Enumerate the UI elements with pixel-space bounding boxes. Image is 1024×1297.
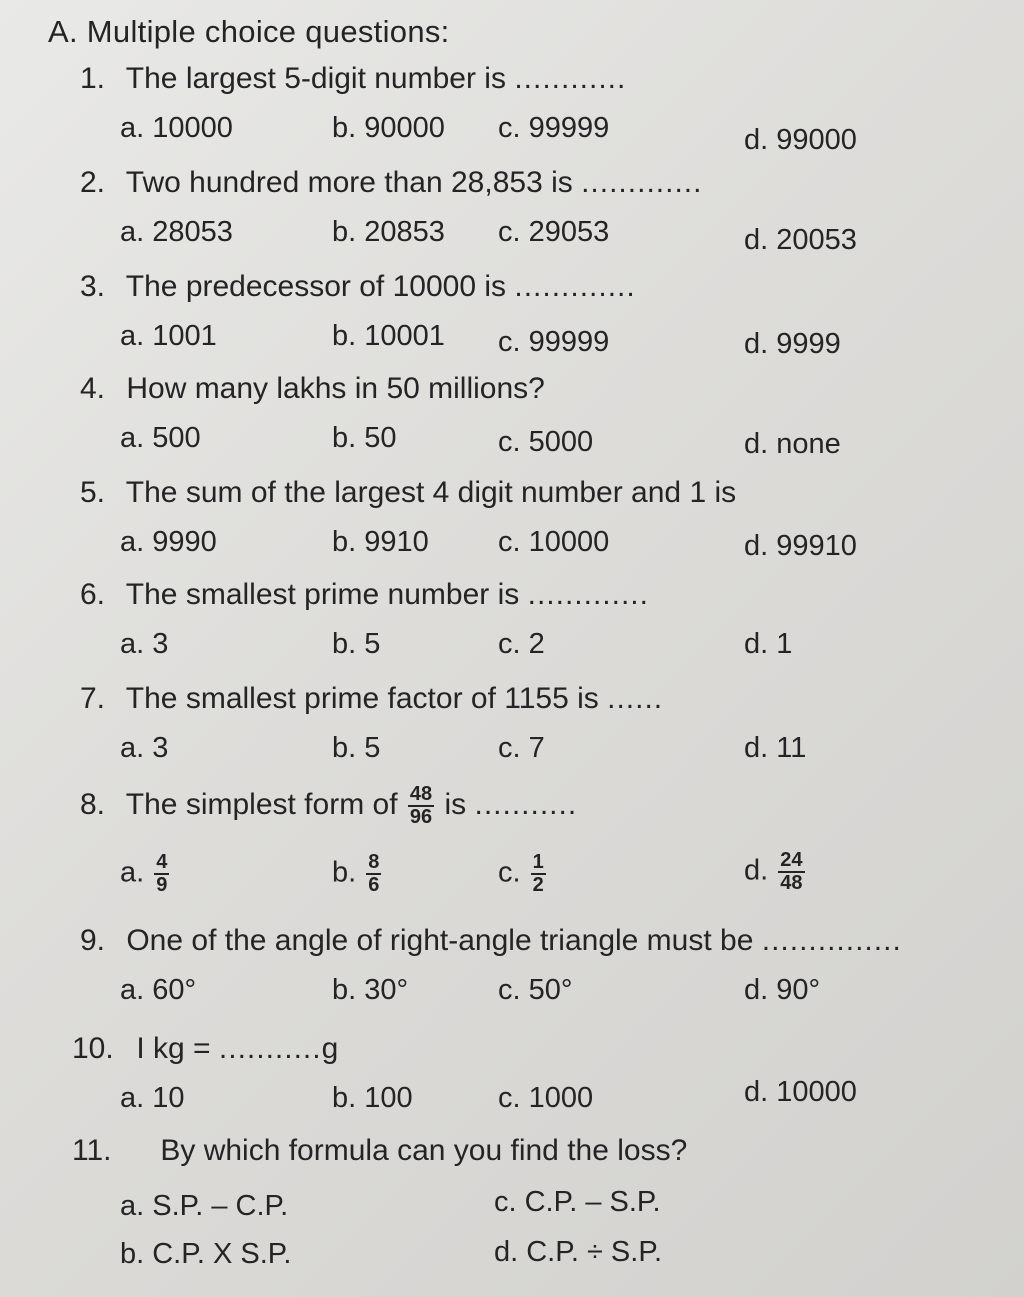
fraction: [408, 784, 434, 828]
question-number: 4.: [80, 372, 106, 405]
question-number: 7.: [80, 682, 106, 715]
option-c[interactable]: c. 10000: [498, 526, 610, 558]
option-c[interactable]: c. 29053: [498, 216, 610, 248]
fraction-denominator: 2: [532, 874, 544, 896]
question-text-suffix: is: [444, 787, 467, 821]
answer-blank: ...........: [474, 787, 578, 821]
option-label: d.: [744, 854, 769, 887]
answer-blank: .............: [527, 578, 649, 611]
question-number: 8.: [80, 787, 106, 821]
option-b[interactable]: b. 5: [332, 732, 381, 764]
option-d[interactable]: d. 9999: [744, 328, 841, 360]
fraction-numerator: 1: [532, 851, 544, 873]
option-b[interactable]: b. 10001: [332, 320, 445, 352]
question-9: [80, 924, 1000, 1006]
question-3: [80, 270, 1000, 360]
option-b[interactable]: b. 90000: [332, 112, 445, 144]
fraction-numerator: 48: [409, 783, 433, 805]
option-a[interactable]: a. 3: [120, 732, 169, 764]
unit-label: g: [321, 1032, 339, 1065]
question-8: [80, 784, 1000, 914]
answer-blank: ............: [514, 62, 627, 95]
option-c[interactable]: c. 7: [498, 732, 545, 764]
option-c[interactable]: [498, 852, 548, 896]
option-b[interactable]: b. 9910: [332, 526, 429, 558]
question-text: The smallest prime factor of 1155 is: [125, 682, 599, 715]
question-7: [80, 682, 1000, 764]
option-label: c.: [498, 856, 521, 889]
option-b[interactable]: b. 100: [332, 1082, 413, 1114]
option-d[interactable]: d. 99910: [744, 530, 857, 562]
question-text: By which formula can you find the loss?: [160, 1134, 688, 1167]
question-text: I kg =: [136, 1032, 211, 1065]
question-number: 1.: [80, 62, 106, 95]
option-c[interactable]: c. 5000: [498, 426, 594, 458]
option-d[interactable]: d. 10000: [744, 1076, 857, 1108]
question-number: 10.: [72, 1032, 114, 1065]
option-a[interactable]: a. 28053: [120, 216, 233, 248]
option-b[interactable]: b. 5: [332, 628, 381, 660]
option-d[interactable]: d. none: [744, 428, 841, 460]
question-1: [80, 62, 1000, 156]
option-d[interactable]: d. 20053: [744, 224, 857, 256]
answer-blank: .............: [581, 166, 703, 199]
option-d[interactable]: d. 90°: [744, 974, 821, 1006]
fraction-denominator: 9: [156, 874, 168, 896]
question-text: The simplest form of: [125, 787, 398, 821]
question-number: 3.: [80, 270, 106, 303]
option-b[interactable]: [332, 852, 383, 896]
question-11: [72, 1134, 1000, 1284]
option-a[interactable]: a. 1001: [120, 320, 217, 352]
question-number: 5.: [80, 476, 106, 509]
option-label: b.: [332, 856, 357, 889]
option-b[interactable]: b. 20853: [332, 216, 445, 248]
option-d[interactable]: [744, 850, 807, 894]
option-d[interactable]: d. 1: [744, 628, 793, 660]
question-text: Two hundred more than 28,853 is: [125, 166, 573, 199]
question-4: [80, 372, 1000, 460]
fraction-denominator: 48: [780, 872, 803, 894]
option-c[interactable]: c. 50°: [498, 974, 573, 1006]
question-5: [80, 476, 1000, 562]
option-c[interactable]: c. C.P. – S.P.: [494, 1186, 661, 1218]
option-a[interactable]: a. 10000: [120, 112, 233, 144]
fraction-denominator: 96: [409, 806, 433, 828]
fraction: [531, 852, 546, 896]
option-a[interactable]: a. 60°: [120, 974, 197, 1006]
option-c[interactable]: c. 1000: [498, 1082, 594, 1114]
option-c[interactable]: c. 99999: [498, 326, 610, 358]
option-c[interactable]: c. 99999: [498, 112, 610, 144]
option-c[interactable]: c. 2: [498, 628, 545, 660]
option-d[interactable]: d. C.P. ÷ S.P.: [494, 1236, 662, 1268]
fraction: [778, 850, 804, 894]
question-text: The predecessor of 10000 is: [125, 270, 507, 303]
option-d[interactable]: d. 99000: [744, 124, 857, 156]
option-a[interactable]: a. 9990: [120, 526, 217, 558]
fraction-numerator: 24: [780, 849, 803, 871]
question-text: How many lakhs in 50 millions?: [126, 372, 545, 405]
section-heading: A. Multiple choice questions:: [48, 14, 450, 49]
option-label: a.: [120, 856, 145, 889]
option-d[interactable]: d. 11: [744, 732, 807, 764]
fraction: [154, 852, 169, 896]
question-text: The smallest prime number is: [125, 578, 520, 611]
answer-blank: ......: [607, 682, 664, 715]
option-b[interactable]: b. 30°: [332, 974, 409, 1006]
question-number: 9.: [80, 924, 106, 957]
question-number: 2.: [80, 166, 106, 199]
question-2: [80, 166, 1000, 256]
fraction-denominator: 6: [368, 874, 380, 896]
question-number: 6.: [80, 578, 106, 611]
option-a[interactable]: a. 500: [120, 422, 201, 454]
option-a[interactable]: a. 10: [120, 1082, 185, 1114]
answer-blank: ...............: [761, 924, 902, 957]
fraction: [366, 852, 381, 896]
option-b[interactable]: b. C.P. X S.P.: [120, 1238, 292, 1270]
question-6: [80, 578, 1000, 660]
option-b[interactable]: b. 50: [332, 422, 397, 454]
question-text: One of the angle of right-angle triangle must be: [126, 924, 754, 957]
question-number: 11.: [72, 1134, 112, 1167]
option-a[interactable]: a. S.P. – C.P.: [120, 1190, 289, 1222]
question-text: The sum of the largest 4 digit number and 1 is: [125, 476, 737, 509]
option-a[interactable]: a. 3: [120, 628, 169, 660]
question-10: [72, 1032, 1000, 1114]
option-a[interactable]: [120, 852, 171, 896]
answer-blank: .............: [514, 270, 636, 303]
answer-blank: ...........: [218, 1032, 322, 1065]
fraction-numerator: 8: [368, 851, 380, 873]
fraction-numerator: 4: [156, 851, 168, 873]
question-text: The largest 5-digit number is: [125, 62, 506, 95]
